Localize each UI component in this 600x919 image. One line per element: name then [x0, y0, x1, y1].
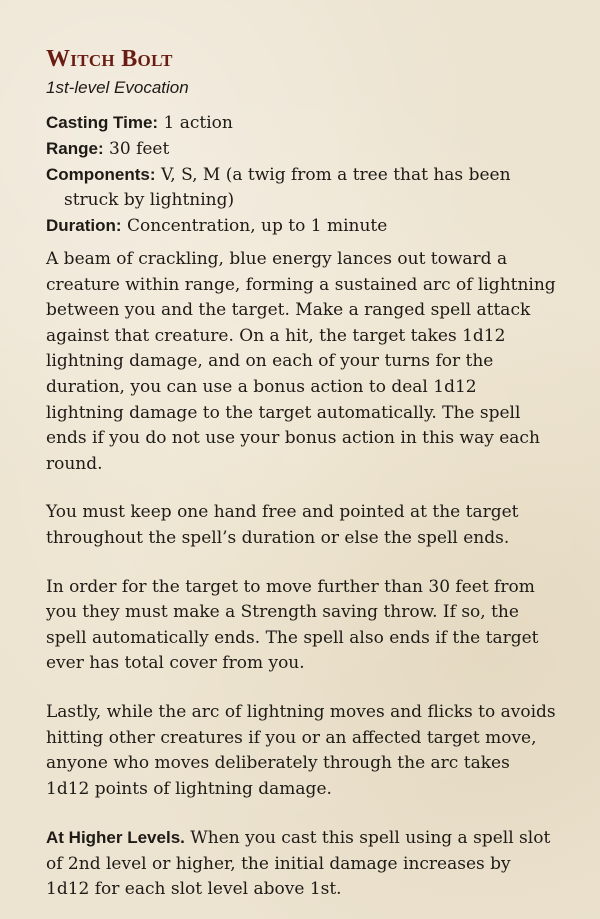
higher-levels-label: At Higher Levels. — [46, 828, 185, 848]
duration-value: Concentration, up to 1 minute — [126, 216, 388, 236]
higher-levels-paragraph — [46, 825, 558, 903]
casting-time-value: 1 action — [163, 113, 233, 133]
range-label: Range: — [46, 139, 104, 158]
casting-time-label: Casting Time: — [46, 113, 159, 132]
components-label: Components: — [46, 165, 156, 184]
description-paragraph: In order for the target to move further than 30 feet from you they must make a Strength saving throw. If so, the spell automatically ends. The spell also ends if the target ever has total cover from you. — [46, 576, 539, 674]
spell-school-level: 1st-level Evocation — [46, 78, 189, 97]
casting-time-row — [46, 110, 558, 136]
description-paragraph: Lastly, while the arc of lightning moves and flicks to avoids hitting other creatures if you or an affected target move, anyone who moves deliberately through the arc takes 1d12 points of lightning damage. — [46, 701, 556, 799]
range-value: 30 feet — [109, 139, 170, 159]
description-paragraph: A beam of crackling, blue energy lances out toward a creature within range, forming a sustained arc of lightning between you and the target. Make a ranged spell attack against that creature. On a hit, the target takes 1d12 lightning damage, and on each of your turns for the duration, you can use a bonus action to deal 1d12 lightning damage to the target automatically. The spell ends if you do not use your bonus action in this way each round. — [46, 249, 556, 474]
components-value: V, S, M (a twig from a tree that has been struck by lightning) — [64, 165, 511, 210]
components-row — [46, 162, 558, 213]
duration-label: Duration: — [46, 216, 122, 235]
spell-card — [46, 44, 558, 903]
duration-row — [46, 213, 558, 239]
range-row — [46, 136, 558, 162]
spell-title: Witch Bolt — [46, 46, 173, 72]
higher-levels-text: When you cast this spell using a spell slot of 2nd level or higher, the initial damage increases by 1d12 for each slot level above 1st. — [46, 828, 551, 900]
description-paragraph: You must keep one hand free and pointed at the target throughout the spell’s duration or else the spell ends. — [46, 502, 519, 548]
